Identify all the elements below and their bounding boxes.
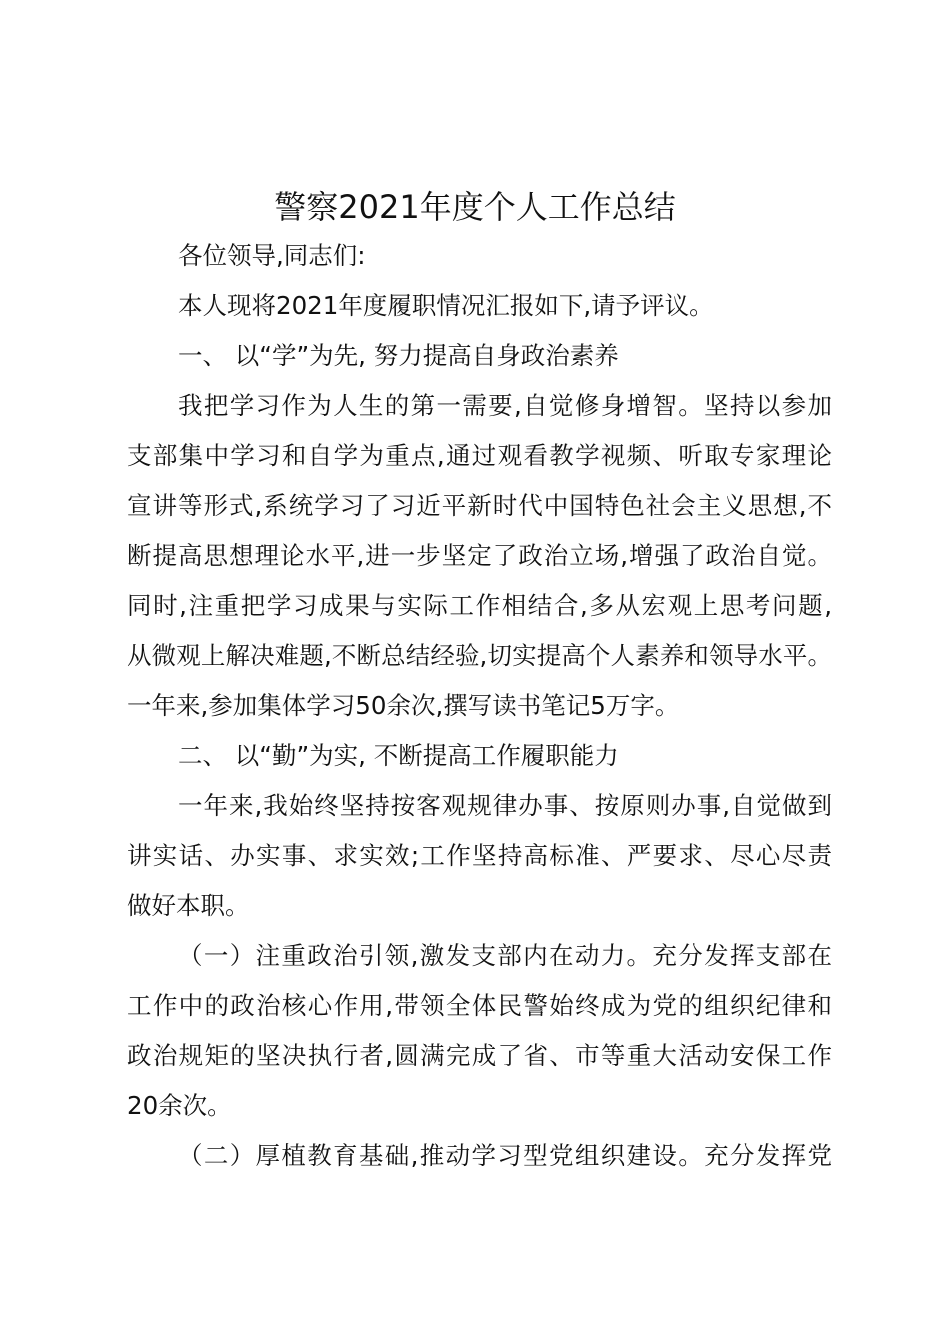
greeting-line: 各位领导,同志们: — [178, 241, 366, 270]
subsection-line: （二）厚植教育基础,推动学习型党组织建设。充分发挥党 — [178, 1141, 832, 1170]
paragraph-line: 做好本职。 — [127, 891, 250, 920]
subsection-line: （一）注重政治引领,激发支部内在动力。充分发挥支部在 — [178, 941, 832, 970]
paragraph-line: 工作中的政治核心作用,带领全体民警始终成为党的组织纪律和 — [127, 991, 832, 1020]
paragraph-line: 支部集中学习和自学为重点,通过观看教学视频、听取专家理论 — [127, 441, 832, 470]
paragraph-line: 讲实话、办实事、求实效;工作坚持高标准、严要求、尽心尽责 — [127, 841, 832, 870]
section-heading-1: 一、 以“学”为先, 努力提高自身政治素养 — [178, 341, 619, 370]
paragraph-line: 一年来,我始终坚持按客观规律办事、按原则办事,自觉做到 — [178, 791, 832, 820]
paragraph-line: 一年来,参加集体学习50余次,撰写读书笔记5万字。 — [127, 691, 680, 720]
paragraph-line: 宣讲等形式,系统学习了习近平新时代中国特色社会主义思想,不 — [127, 491, 832, 520]
document-title: 警察2021年度个人工作总结 — [274, 188, 676, 226]
paragraph-line: 20余次。 — [127, 1091, 232, 1120]
paragraph-line: 政治规矩的坚决执行者,圆满完成了省、市等重大活动安保工作 — [127, 1041, 832, 1070]
section-heading-2: 二、 以“勤”为实, 不断提高工作履职能力 — [178, 741, 619, 770]
paragraph-line: 断提高思想理论水平,进一步坚定了政治立场,增强了政治自觉。 — [127, 541, 832, 570]
intro-line: 本人现将2021年度履职情况汇报如下,请予评议。 — [178, 291, 714, 320]
paragraph-line: 从微观上解决难题,不断总结经验,切实提高个人素养和领导水平。 — [127, 641, 832, 670]
paragraph-line: 我把学习作为人生的第一需要,自觉修身增智。坚持以参加 — [178, 391, 832, 420]
paragraph-line: 同时,注重把学习成果与实际工作相结合,多从宏观上思考问题, — [127, 591, 832, 620]
